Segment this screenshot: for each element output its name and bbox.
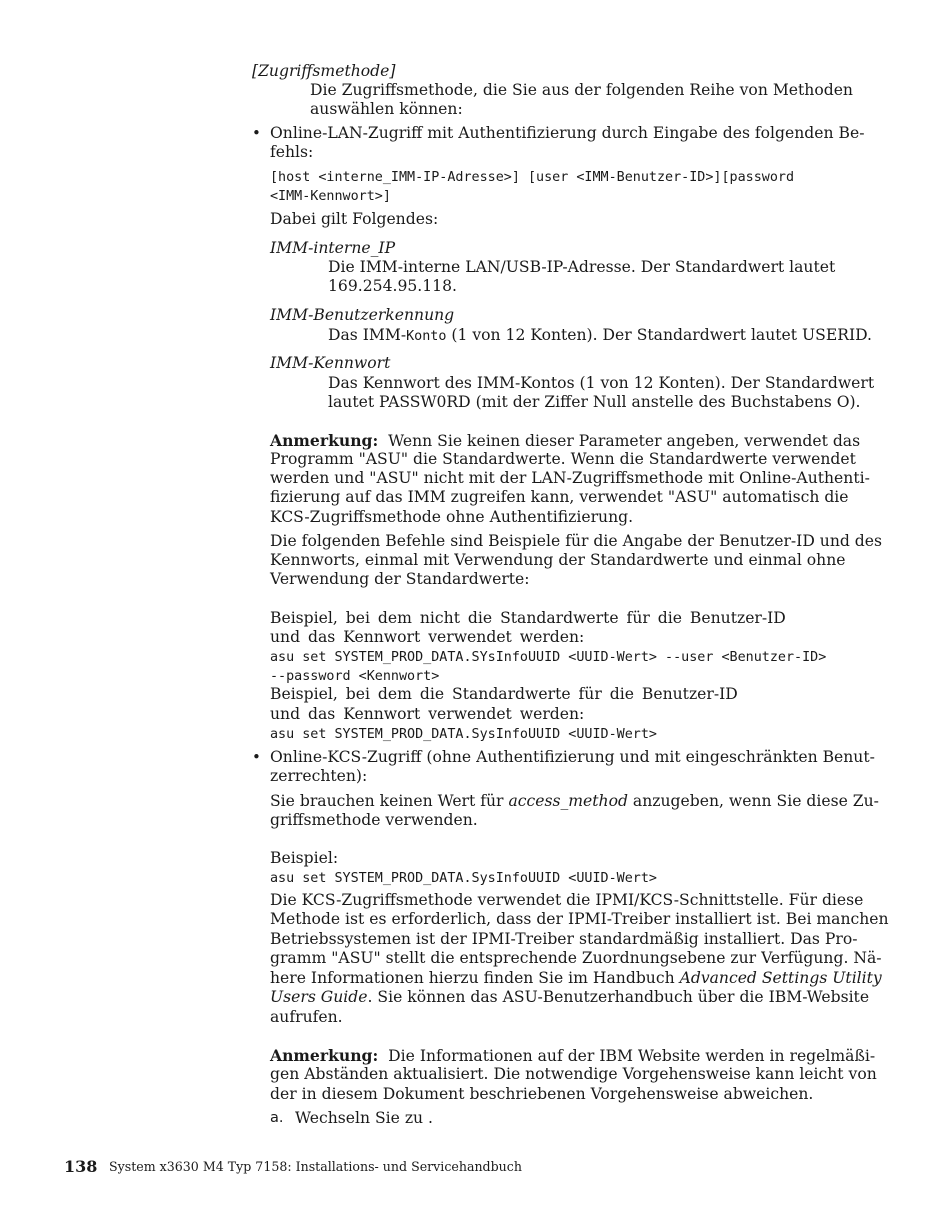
param-term-imm-benutzerkennung: IMM-Benutzerkennung [270, 306, 455, 324]
kcs-need-line: griffsmethode verwenden. [270, 811, 478, 829]
step-a-text: Wechseln Sie zu . [295, 1109, 434, 1127]
example-label-line: und das Kennwort verwendet werden: [270, 628, 585, 646]
param-desc-line: 169.254.95.118. [328, 277, 457, 295]
footer-title: System x3630 M4 Typ 7158: Installations- und Servicehandbuch [109, 1159, 522, 1174]
note-paragraph-line: fizierung auf das IMM zugreifen kann, verwendet "ASU" automatisch die [270, 488, 849, 506]
kcs-need-line: Sie brauchen keinen Wert für access_method anzugeben, wenn Sie diese Zu- [270, 792, 879, 810]
param-term-imm-kennwort: IMM-Kennwort [270, 354, 391, 372]
examples-intro-line: Kennworts, einmal mit Verwendung der Standardwerte und einmal ohne [270, 551, 846, 569]
example-label-line: und das Kennwort verwendet werden: [270, 705, 585, 723]
example-command-line: asu set SYSTEM_PROD_DATA.SysInfoUUID <UUID-Wert> [270, 727, 657, 742]
lan-intro-line: Online-LAN-Zugriff mit Authentifizierung durch Eingabe des folgenden Be- [270, 124, 865, 142]
example-label-line: Beispiel, bei dem die Standardwerte für die Benutzer-ID [270, 685, 738, 703]
lan-command-line: <IMM-Kennwort>] [270, 189, 391, 204]
kcs-paragraph-line: Betriebssystemen ist der IPMI-Treiber standardmäßig installiert. Das Pro- [270, 930, 858, 948]
param-desc-line: Das Kennwort des IMM-Kontos (1 von 12 Konten). Der Standardwert [328, 374, 875, 392]
lan-dabei: Dabei gilt Folgendes: [270, 210, 439, 228]
examples-intro-line: Verwendung der Standardwerte: [270, 570, 530, 588]
note-label: Anmerkung: [270, 1046, 379, 1065]
bullet-icon: • [252, 124, 261, 142]
page-number: 138 [64, 1157, 98, 1176]
example-command-line: asu set SYSTEM_PROD_DATA.SYsInfoUUID <UUID-Wert> --user <Benutzer-ID> [270, 650, 827, 665]
step-a-label: a. [270, 1110, 284, 1126]
note-paragraph-line: KCS-Zugriffsmethode ohne Authentifizierung. [270, 508, 634, 526]
lan-command-line: [host <interne_IMM-IP-Adresse>] [user <IMM-Benutzer-ID>][password [270, 170, 795, 185]
bullet-icon: • [252, 748, 261, 766]
kcs-paragraph-line: here Informationen hierzu finden Sie im Handbuch Advanced Settings Utility [270, 969, 882, 987]
param-term-imm-interne-ip: IMM-interne_IP [270, 239, 396, 257]
kcs-paragraph-line: aufrufen. [270, 1008, 343, 1026]
kcs-intro-line: zerrechten): [270, 767, 368, 785]
kcs-example-command: asu set SYSTEM_PROD_DATA.SysInfoUUID <UUID-Wert> [270, 871, 657, 886]
note-label: Anmerkung: [270, 431, 379, 450]
note-paragraph-line: werden und "ASU" nicht mit der LAN-Zugriffsmethode mit Online-Authenti- [270, 469, 870, 487]
note-paragraph-line: der in diesem Dokument beschriebenen Vorgehensweise abweichen. [270, 1085, 814, 1103]
example-command-line: --password <Kennwort> [270, 669, 440, 684]
kcs-paragraph-line: Die KCS-Zugriffsmethode verwendet die IPMI/KCS-Schnittstelle. Für diese [270, 891, 864, 909]
param-desc-line: lautet PASSW0RD (mit der Ziffer Null anstelle des Buchstabens O). [328, 393, 861, 411]
kcs-paragraph-line: gramm "ASU" stellt die entsprechende Zuordnungsebene zur Verfügung. Nä- [270, 949, 882, 967]
examples-intro-line: Die folgenden Befehle sind Beispiele für die Angabe der Benutzer-ID und des [270, 532, 883, 550]
kcs-paragraph-line: Methode ist es erforderlich, dass der IPMI-Treiber installiert ist. Bei manchen [270, 910, 889, 928]
kcs-paragraph-line: Users Guide. Sie können das ASU-Benutzerhandbuch über die IBM-Website [270, 988, 870, 1006]
note-paragraph-line: Anmerkung: Wenn Sie keinen dieser Parameter angeben, verwendet das [270, 431, 861, 450]
access-desc-line: auswählen können: [310, 100, 463, 118]
example-label-line: Beispiel, bei dem nicht die Standardwerte für die Benutzer-ID [270, 609, 786, 627]
note-paragraph-line: gen Abständen aktualisiert. Die notwendige Vorgehensweise kann leicht von [270, 1065, 877, 1083]
note-paragraph-line: Anmerkung: Die Informationen auf der IBM Website werden in regelmäßi- [270, 1046, 876, 1065]
lan-intro-line: fehls: [270, 143, 314, 161]
kcs-intro-line: Online-KCS-Zugriff (ohne Authentifizierung und mit eingeschränkten Benut- [270, 748, 875, 766]
note-paragraph-line: Programm "ASU" die Standardwerte. Wenn die Standardwerte verwendet [270, 450, 856, 468]
term-access-method: [Zugriffsmethode] [252, 62, 396, 80]
kcs-example-label: Beispiel: [270, 849, 339, 867]
param-desc-line: Das IMM-Konto (1 von 12 Konten). Der Standardwert lautet USERID. [328, 326, 873, 344]
access-desc-line: Die Zugriffsmethode, die Sie aus der folgenden Reihe von Methoden [310, 81, 853, 99]
param-desc-line: Die IMM-interne LAN/USB-IP-Adresse. Der Standardwert lautet [328, 258, 836, 276]
